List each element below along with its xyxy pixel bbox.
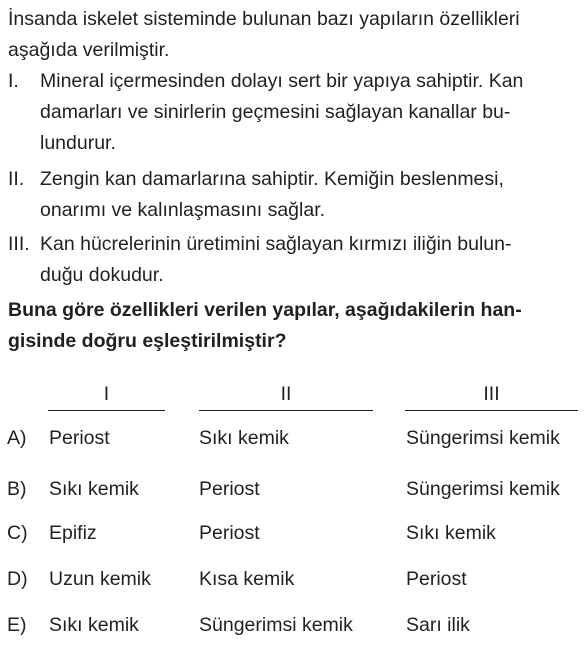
option-value-2: Periost — [199, 478, 260, 500]
column-header-2: II — [280, 383, 292, 405]
question-line-1: Buna göre özellikleri verilen yapılar, aşağıdakilerin han- — [8, 299, 522, 321]
option-label: D) — [7, 568, 28, 590]
question-intro — [8, 4, 580, 66]
option-label: A) — [7, 427, 27, 449]
column-header-1: I — [103, 383, 110, 405]
intro-line-1: İnsanda iskelet sisteminde bulunan bazı yapıların özellikleri — [8, 8, 520, 30]
statement-number: II. — [8, 168, 25, 190]
option-c[interactable] — [0, 522, 586, 552]
option-value-1: Sıkı kemik — [49, 614, 139, 636]
statement-line: onarımı ve kalınlaşmasını sağlar. — [40, 199, 326, 221]
statement-number: I. — [8, 70, 19, 92]
column-underline-2 — [199, 410, 373, 411]
question-stem — [8, 295, 584, 357]
option-value-3: Süngerimsi kemik — [406, 427, 560, 449]
intro-line-2: aşağıda verilmiştir. — [8, 39, 170, 61]
statement-1 — [8, 66, 580, 159]
statement-line: Zengin kan damarlarına sahiptir. Kemiğin beslenmesi, — [40, 168, 504, 190]
option-value-2: Kısa kemik — [199, 568, 295, 590]
question-line-2: gisinde doğru eşleştirilmiştir? — [8, 330, 287, 352]
option-value-2: Sıkı kemik — [199, 427, 289, 449]
column-underline-1 — [48, 410, 165, 411]
option-value-3: Süngerimsi kemik — [406, 478, 560, 500]
option-value-3: Sarı ilik — [406, 614, 470, 636]
option-value-1: Uzun kemik — [49, 568, 151, 590]
column-header-3: III — [483, 383, 500, 405]
column-underline-3 — [405, 410, 578, 411]
option-b[interactable] — [0, 478, 586, 508]
statement-line: duğu dokudur. — [40, 264, 164, 286]
option-d[interactable] — [0, 568, 586, 598]
option-value-3: Periost — [406, 568, 467, 590]
option-e[interactable] — [0, 614, 586, 644]
option-value-2: Periost — [199, 522, 260, 544]
option-label: B) — [7, 478, 27, 500]
option-value-1: Epifiz — [49, 522, 97, 544]
statement-2 — [8, 164, 580, 226]
option-label: E) — [7, 614, 27, 636]
statement-line: lundurur. — [40, 132, 116, 154]
option-value-2: Süngerimsi kemik — [199, 614, 353, 636]
statement-line: Kan hücrelerinin üretimini sağlayan kırmızı iliğin bulun- — [40, 233, 512, 255]
option-value-1: Periost — [49, 427, 110, 449]
statement-line: Mineral içermesinden dolayı sert bir yapıya sahiptir. Kan — [40, 70, 524, 92]
option-label: C) — [7, 522, 28, 544]
statement-3 — [8, 229, 580, 291]
statement-number: III. — [8, 233, 30, 255]
option-a[interactable] — [0, 427, 586, 457]
option-value-1: Sıkı kemik — [49, 478, 139, 500]
option-value-3: Sıkı kemik — [406, 522, 496, 544]
statement-line: damarları ve sinirlerin geçmesini sağlayan kanallar bu- — [40, 101, 511, 123]
